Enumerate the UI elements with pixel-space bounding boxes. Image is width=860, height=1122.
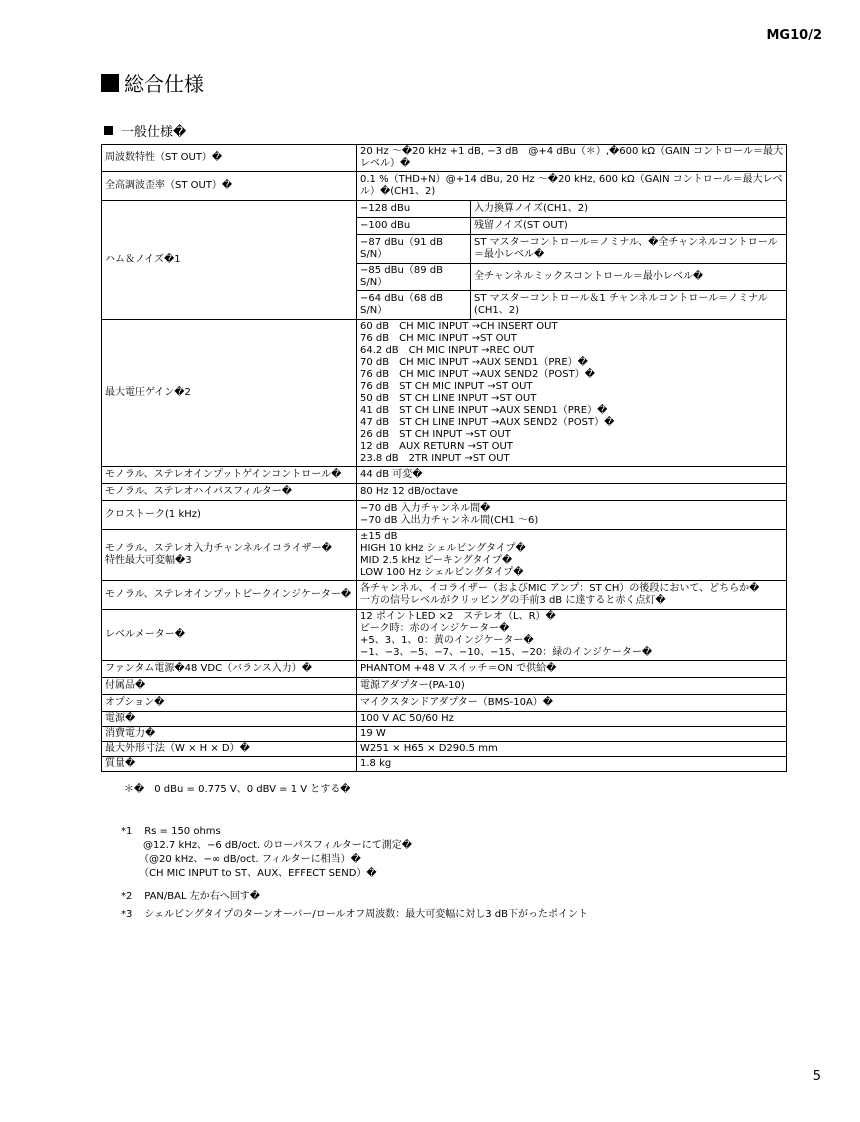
spec-label: 質量� bbox=[102, 757, 357, 772]
noise-condition: 全チャンネルミックスコントロール＝最小レベル� bbox=[471, 264, 787, 291]
gain-line: 26 dB ST CH INPUT →ST OUT bbox=[360, 429, 511, 440]
spec-label: 周波数特性（ST OUT）� bbox=[102, 145, 357, 172]
spec-table bbox=[101, 144, 787, 772]
spec-label: ハム＆ノイズ�1 bbox=[102, 201, 357, 320]
note-3-line bbox=[101, 908, 801, 922]
spec-label: 全高調波歪率（ST OUT）� bbox=[102, 172, 357, 201]
table-row bbox=[102, 501, 787, 530]
spec-value bbox=[357, 320, 787, 467]
gain-line: 41 dB ST CH LINE INPUT →AUX SEND1（PRE）� bbox=[360, 405, 608, 416]
spec-label-line: 特性最大可変幅�3 bbox=[105, 555, 192, 566]
table-row bbox=[102, 661, 787, 678]
page-title-text: 総合仕様 bbox=[124, 72, 204, 96]
noise-condition: ST マスターコントロール＆1 チャンネルコントロール＝ノミナル(CH1、2) bbox=[471, 291, 787, 320]
table-row bbox=[102, 695, 787, 712]
table-row bbox=[102, 467, 787, 484]
note-1 bbox=[101, 825, 801, 881]
noise-level: −85 dBu（89 dB S/N） bbox=[357, 264, 471, 291]
note-text: シェルビングタイプのターンオーバー/ロールオフ周波数：最大可変幅に対し3 dB下がったポイント bbox=[144, 909, 589, 920]
note-2-line bbox=[101, 890, 801, 904]
spec-value bbox=[357, 581, 787, 610]
note-id: *1 bbox=[121, 826, 133, 837]
spec-value: 100 V AC 50/60 Hz bbox=[357, 712, 787, 727]
spec-value bbox=[357, 530, 787, 581]
spec-label: モノラル、ステレオハイパスフィルター� bbox=[102, 484, 357, 501]
noise-condition: 残留ノイズ(ST OUT) bbox=[471, 218, 787, 235]
meter-line: 12 ポイントLED ×2 ステレオ（L、R）� bbox=[360, 611, 556, 622]
spec-label: 最大外形寸法（W × H × D）� bbox=[102, 742, 357, 757]
gain-line: 23.8 dB 2TR INPUT →ST OUT bbox=[360, 453, 510, 464]
spec-value: W251 × H65 × D290.5 mm bbox=[357, 742, 787, 757]
note-3 bbox=[101, 908, 801, 922]
crosstalk-line: −70 dB 入力チャンネル間� bbox=[360, 503, 491, 514]
meter-line: +5、3、1、0：黄のインジケーター� bbox=[360, 635, 534, 646]
table-row bbox=[102, 678, 787, 695]
spec-value: PHANTOM +48 V スイッチ＝ON で供給� bbox=[357, 661, 787, 678]
spec-label bbox=[102, 530, 357, 581]
spec-label: 最大電圧ゲイン�2 bbox=[102, 320, 357, 467]
spec-value: マイクスタンドアダプター（BMS-10A）� bbox=[357, 695, 787, 712]
noise-level: −100 dBu bbox=[357, 218, 471, 235]
gain-line: 76 dB CH MIC INPUT →AUX SEND2（POST）� bbox=[360, 369, 595, 380]
spec-label: オプション� bbox=[102, 695, 357, 712]
gain-line: 76 dB CH MIC INPUT →ST OUT bbox=[360, 333, 517, 344]
note-2 bbox=[101, 890, 801, 904]
table-row bbox=[102, 610, 787, 661]
note-1-first-line bbox=[101, 825, 801, 839]
table-row bbox=[102, 742, 787, 757]
note-id: *2 bbox=[121, 891, 133, 902]
note-text: Rs = 150 ohms bbox=[144, 826, 221, 837]
table-row bbox=[102, 172, 787, 201]
section-title bbox=[104, 121, 186, 140]
gain-line: 50 dB ST CH LINE INPUT →ST OUT bbox=[360, 393, 537, 404]
eq-line: MID 2.5 kHz ピーキングタイプ� bbox=[360, 555, 513, 566]
spec-value bbox=[357, 610, 787, 661]
footnote-star: ＊� 0 dBu = 0.775 V、0 dBV = 1 V とする� bbox=[124, 784, 351, 795]
table-row bbox=[102, 320, 787, 467]
eq-line: HIGH 10 kHz シェルビングタイプ� bbox=[360, 543, 526, 554]
eq-line: LOW 100 Hz シェルビングタイプ� bbox=[360, 567, 524, 578]
gain-line: 70 dB CH MIC INPUT →AUX SEND1（PRE）� bbox=[360, 357, 588, 368]
spec-value: 44 dB 可変� bbox=[357, 467, 787, 484]
table-row bbox=[102, 530, 787, 581]
table-row bbox=[102, 201, 787, 218]
spec-value: 電源アダプター(PA-10) bbox=[357, 678, 787, 695]
spec-label: モノラル、ステレオインプットゲインコントロール� bbox=[102, 467, 357, 484]
spec-value: 1.8 kg bbox=[357, 757, 787, 772]
spec-value: 20 Hz ～�20 kHz +1 dB, −3 dB @+4 dBu（＊）,�600 kΩ（GAIN コントロール＝最大レベル）� bbox=[357, 145, 787, 172]
note-text: @12.7 kHz、−6 dB/oct. のローパスフィルターにて測定� bbox=[143, 840, 412, 851]
page-number: 5 bbox=[812, 1069, 821, 1084]
spec-label: 消費電力� bbox=[102, 727, 357, 742]
spec-label: モノラル、ステレオインプットピークインジケーター� bbox=[102, 581, 357, 610]
black-square-icon bbox=[104, 126, 113, 135]
meter-line: −1、−3、−5、−7、−10、−15、−20：緑のインジケーター� bbox=[360, 647, 653, 658]
table-row bbox=[102, 581, 787, 610]
spec-label-line: モノラル、ステレオ入力チャンネルイコライザー� bbox=[105, 543, 332, 554]
spec-label: レベルメーター� bbox=[102, 610, 357, 661]
page-title bbox=[101, 68, 204, 97]
meter-line: ピーク時：赤のインジケーター� bbox=[360, 623, 510, 634]
crosstalk-line: −70 dB 入出力チャンネル間(CH1 ～6) bbox=[360, 515, 539, 526]
gain-line: 47 dB ST CH LINE INPUT →AUX SEND2（POST）� bbox=[360, 417, 615, 428]
spec-label: 付属品� bbox=[102, 678, 357, 695]
gain-line: 76 dB ST CH MIC INPUT →ST OUT bbox=[360, 381, 533, 392]
section-title-text: 一般仕様� bbox=[121, 125, 187, 140]
peak-line: 一方の信号レベルがクリッピングの手前3 dB に達すると赤く点灯� bbox=[360, 595, 666, 606]
note-text: PAN/BAL 左か右へ回す� bbox=[144, 891, 260, 902]
spec-value: 19 W bbox=[357, 727, 787, 742]
gain-line: 12 dB AUX RETURN →ST OUT bbox=[360, 441, 513, 452]
peak-line: 各チャンネル、イコライザー（およびMIC アンプ：ST CH）の後段において、どちらか� bbox=[360, 583, 760, 594]
table-row bbox=[102, 484, 787, 501]
noise-level: −128 dBu bbox=[357, 201, 471, 218]
note-text: （CH MIC INPUT to ST、AUX、EFFECT SEND）� bbox=[139, 868, 377, 879]
note-id: *3 bbox=[121, 909, 133, 920]
spec-value bbox=[357, 501, 787, 530]
noise-condition: 入力換算ノイズ(CH1、2) bbox=[471, 201, 787, 218]
noise-level: −64 dBu（68 dB S/N） bbox=[357, 291, 471, 320]
black-square-icon bbox=[101, 74, 119, 92]
model-name: MG10/2 bbox=[766, 28, 822, 43]
spec-label: クロストーク(1 kHz) bbox=[102, 501, 357, 530]
table-row bbox=[102, 757, 787, 772]
table-row bbox=[102, 145, 787, 172]
spec-value: 0.1 %（THD+N）@+14 dBu, 20 Hz ～�20 kHz, 600 kΩ（GAIN コントロール＝最大レベル）�(CH1、2) bbox=[357, 172, 787, 201]
note-text: （@20 kHz、−∞ dB/oct. フィルターに相当）� bbox=[139, 854, 361, 865]
noise-condition: ST マスターコントロール＝ノミナル、�全チャンネルコントロール＝最小レベル� bbox=[471, 235, 787, 264]
table-row bbox=[102, 727, 787, 742]
spec-value: 80 Hz 12 dB/octave bbox=[357, 484, 787, 501]
gain-line: 60 dB CH MIC INPUT →CH INSERT OUT bbox=[360, 321, 558, 332]
table-row bbox=[102, 712, 787, 727]
gain-line: 64.2 dB CH MIC INPUT →REC OUT bbox=[360, 345, 535, 356]
spec-label: ファンタム電源�48 VDC（バランス入力）� bbox=[102, 661, 357, 678]
eq-line: ±15 dB bbox=[360, 531, 398, 542]
spec-label: 電源� bbox=[102, 712, 357, 727]
noise-level: −87 dBu（91 dB S/N） bbox=[357, 235, 471, 264]
